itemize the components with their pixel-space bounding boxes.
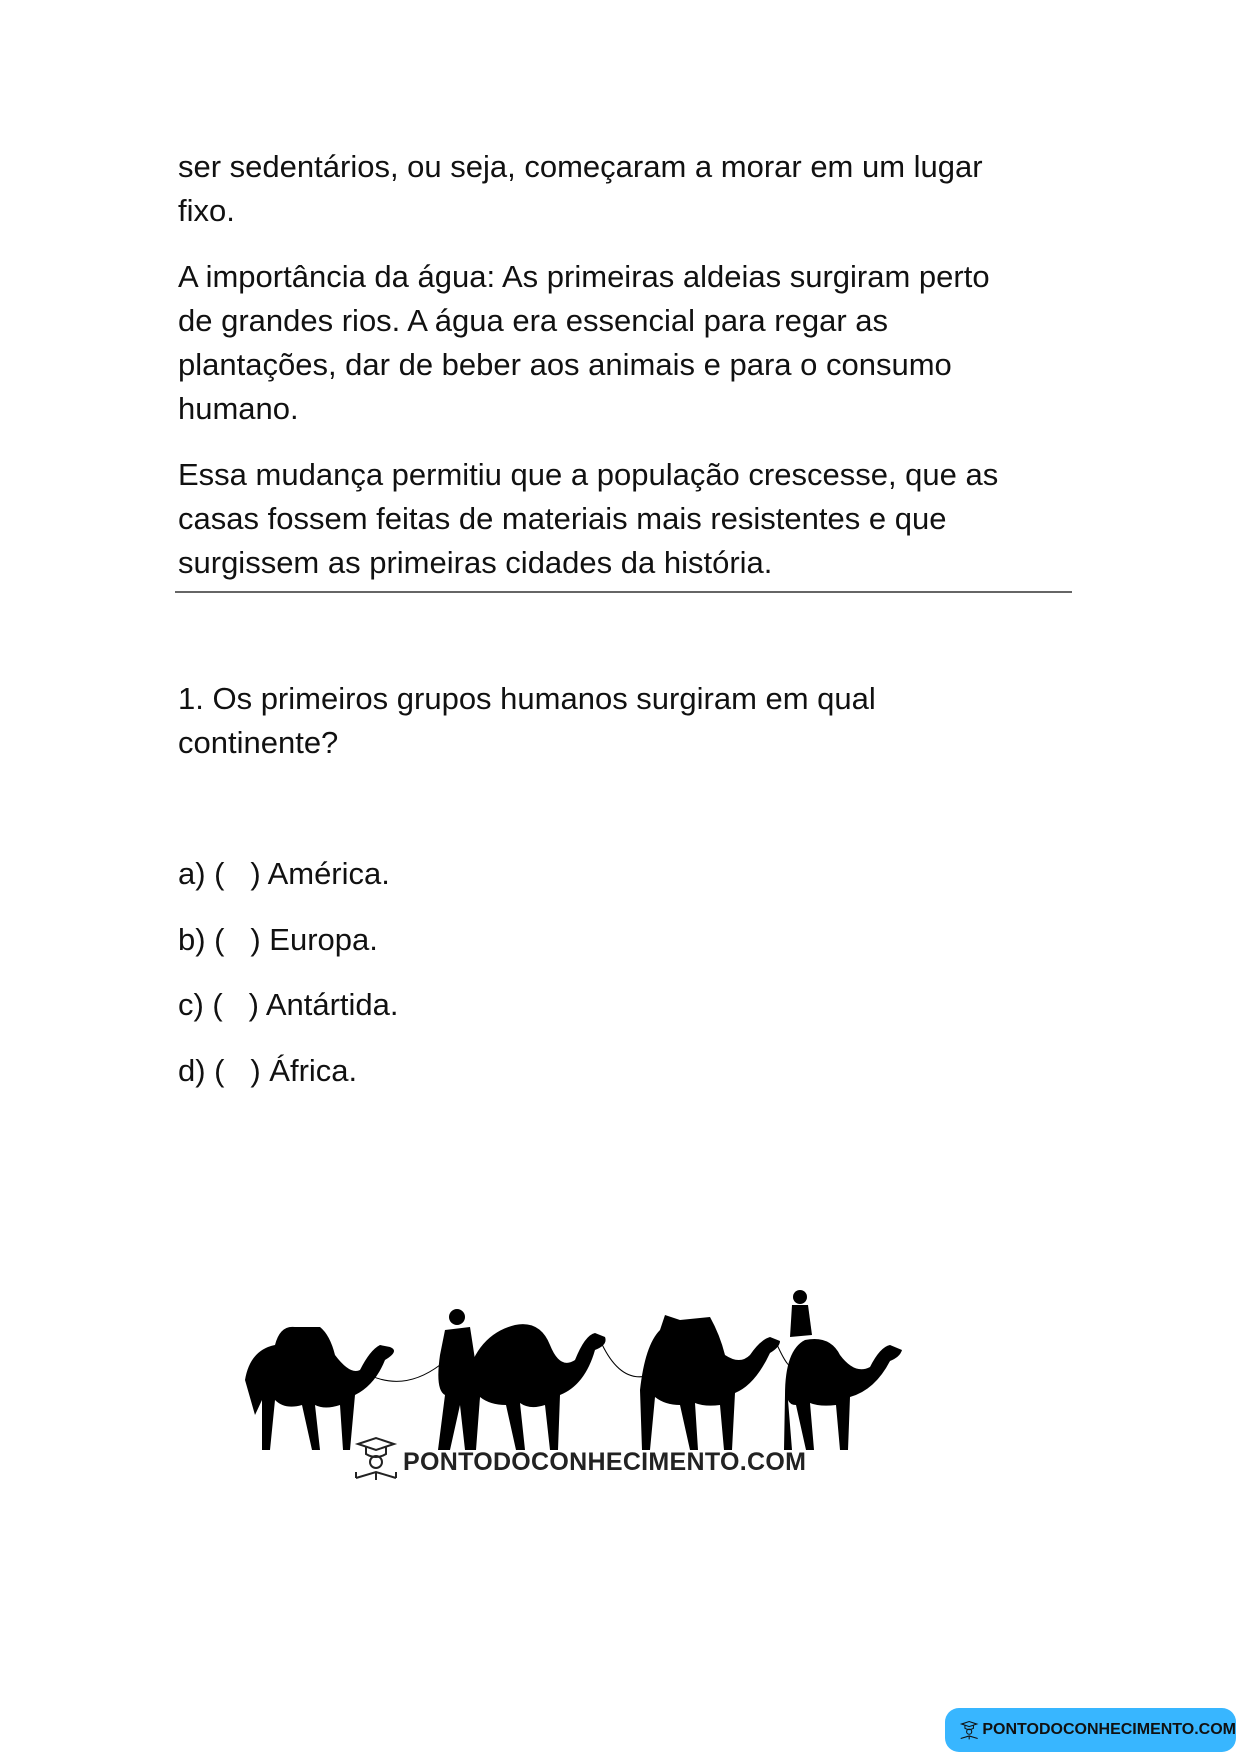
question-line: 1. Os primeiros grupos humanos surgiram em qual	[178, 681, 876, 716]
text-line: A importância da água: As primeiras aldeias surgiram perto	[178, 259, 990, 294]
text-line: de grandes rios. A água era essencial para regar as	[178, 303, 889, 338]
badge-label: PONTODOCONHECIMENTO.COM	[982, 1721, 1236, 1738]
question-line: continente?	[178, 725, 339, 760]
text-line: plantações, dar de beber aos animais e para o consumo	[178, 347, 952, 382]
text-line: fixo.	[178, 193, 235, 228]
paragraph-sedentary	[178, 145, 983, 233]
paragraph-water	[178, 255, 990, 431]
graduate-reading-icon	[959, 1715, 979, 1745]
camel-caravan-illustration	[240, 1275, 980, 1475]
divider	[175, 591, 1072, 593]
graduate-reading-icon	[352, 1434, 400, 1482]
camel-icon	[640, 1315, 780, 1450]
paragraph-change	[178, 453, 998, 585]
text-line: humano.	[178, 391, 299, 426]
text-line: casas fossem feitas de materiais mais resistentes e que	[178, 501, 947, 536]
camel-icon	[465, 1324, 606, 1450]
footer-site-badge[interactable]	[945, 1708, 1236, 1752]
text-line: Essa mudança permitiu que a população crescesse, que as	[178, 457, 999, 492]
option-c: c) ( ) Antártida.	[178, 987, 399, 1022]
text-line: ser sedentários, ou seja, começaram a morar em um lugar	[178, 149, 983, 184]
camel-icon	[245, 1327, 394, 1450]
camel-rider-icon	[784, 1290, 902, 1450]
option-d: d) ( ) África.	[178, 1053, 358, 1088]
option-b: b) ( ) Europa.	[178, 922, 378, 957]
question-1	[178, 677, 876, 765]
logo-text: PONTODOCONHECIMENTO.COM	[403, 1448, 807, 1476]
text-line: surgissem as primeiras cidades da história.	[178, 545, 773, 580]
option-a: a) ( ) América.	[178, 856, 390, 891]
